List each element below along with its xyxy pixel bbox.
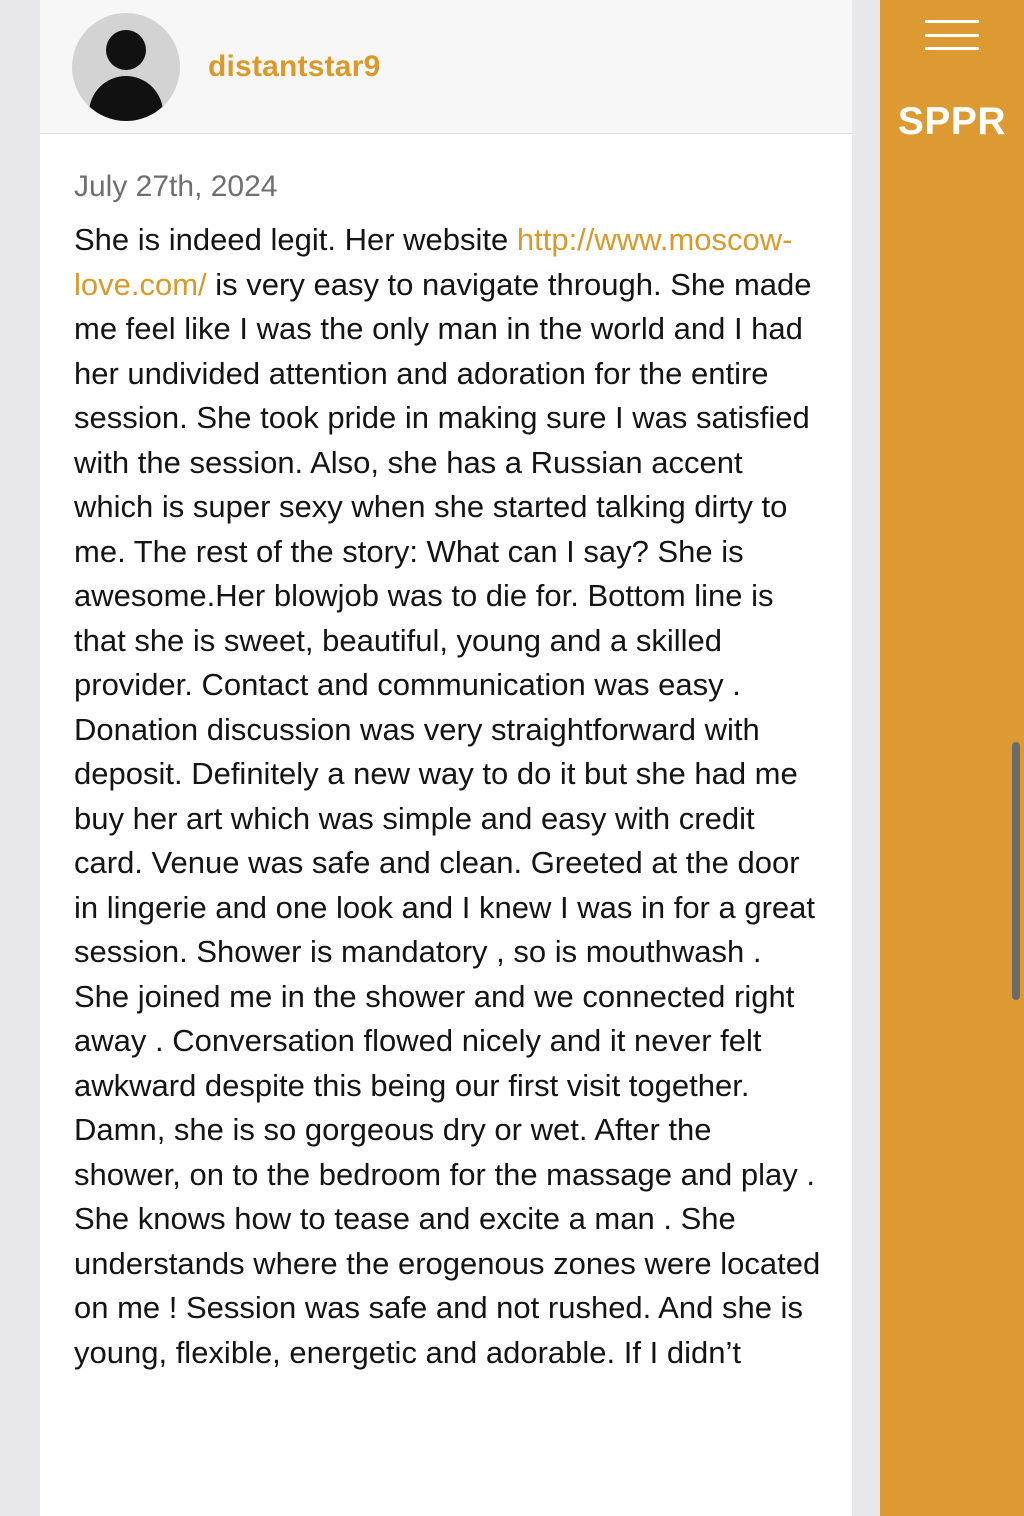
post-text <box>74 218 822 1375</box>
post-header <box>40 0 852 134</box>
post-author-username[interactable]: distantstar9 <box>208 49 381 83</box>
post-date: July 27th, 2024 <box>74 170 278 203</box>
hamburger-line-1 <box>925 20 979 23</box>
post-text-after-link: is very easy to navigate through. She made me feel like I was the only man in the world and I had her undivided attention and adoration for the entire session. She took pride in making sure I was satisfied with the session. Also, she has a Russian accent which is super sexy when she started talking dirty to me. The rest of the story: What can I say? She is awesome.Her blowjob was to die for. Bottom line is that she is sweet, beautiful, young and a skilled provider. Contact and communication was easy . Donation discussion was very straightforward with deposit. Definitely a new way to do it but she had me buy her art which was simple and easy with credit card. Venue was safe and clean. Greeted at the door in lingerie and one look and I knew I was in for a great session. Shower is mandatory , so is mouthwash . She joined me in the shower and we connected right away . Conversation flowed nicely and it never felt awkward despite this being our first visit together. Damn, she is so gorgeous dry or wet. After the shower, on to the bedroom for the massage and play . She knows how to tease and excite a man . She understands where the erogenous zones were located on me ! Session was safe and not rushed. And she is young, flexible, energetic and adorable. If I didn’t <box>74 266 821 1370</box>
hamburger-menu-icon[interactable] <box>925 16 979 54</box>
avatar-head-shape <box>106 30 146 70</box>
page-scrollbar-thumb[interactable] <box>1012 742 1020 1000</box>
side-panel <box>880 0 1024 1516</box>
hamburger-line-2 <box>925 34 979 37</box>
website-link[interactable]: http://www.moscow-love.com/ <box>74 222 793 302</box>
review-post-card <box>40 0 852 1516</box>
hamburger-line-3 <box>925 47 979 50</box>
post-text-before-link: She is indeed legit. Her website <box>74 222 517 257</box>
avatar-body-shape <box>89 76 163 121</box>
site-brand-label[interactable]: SPPR <box>897 100 1007 143</box>
page-scrollbar-track[interactable] <box>1014 0 1022 1516</box>
left-gutter <box>0 0 40 1516</box>
post-body <box>40 134 852 1375</box>
avatar <box>72 13 180 121</box>
